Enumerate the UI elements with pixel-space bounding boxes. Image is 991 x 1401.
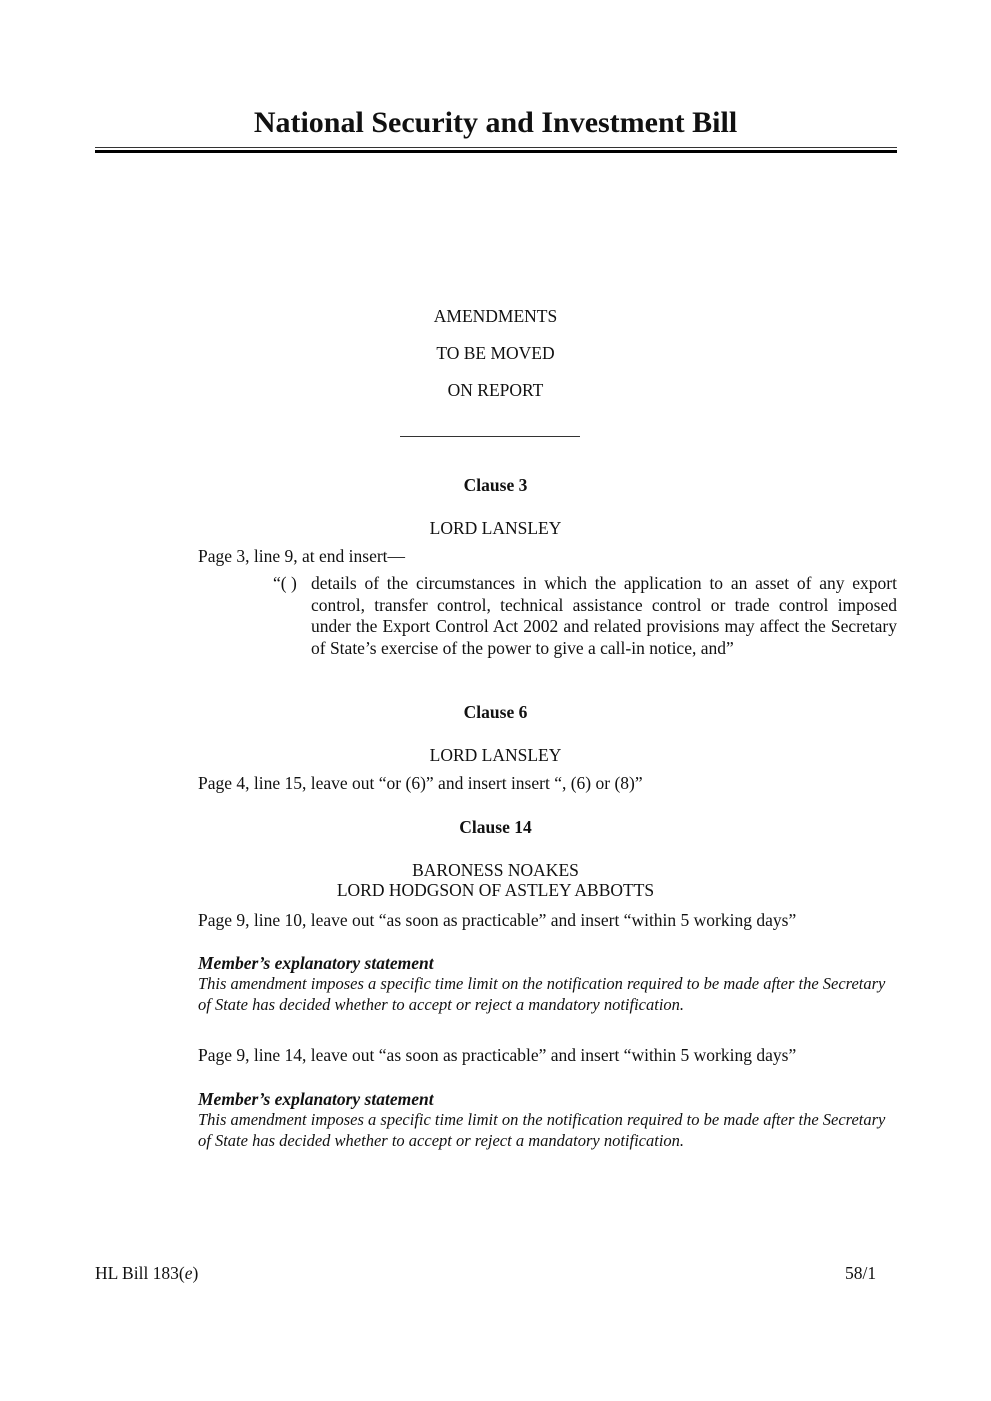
document-title: National Security and Investment Bill [253,106,738,139]
explanatory-statement: This amendment imposes a specific time limit on the notification required to be made after the Secretary of State has decided whether to accept or reject a mandatory notification. [198,1110,886,1150]
inserted-text [273,573,897,659]
bill-number [95,1263,198,1284]
explanatory-statement-heading: Member’s explanatory statement [198,953,434,973]
member-name: LORD LANSLEY [429,518,562,538]
page-reference: 58/1 [845,1263,877,1283]
amendment-instruction: Page 3, line 9, at end insert— [198,546,406,566]
heading-divider [400,436,580,437]
bill-number-suffix: e [184,1263,193,1283]
clause-heading: Clause 14 [459,817,532,837]
clause-heading: Clause 6 [463,702,528,722]
member-name: LORD HODGSON OF ASTLEY ABBOTTS [336,880,655,900]
explanatory-statement-heading: Member’s explanatory statement [198,1089,434,1109]
heading-line-1: AMENDMENTS [433,306,558,326]
amendment-instruction: Page 4, line 15, leave out “or (6)” and insert insert “, (6) or (8)” [198,773,643,793]
quote-text: details of the circumstances in which the application to an asset of any export control, transfer control, technical assistance control or trade control imposed under the Export Control Act 2002 and related provisions may affect the Secretary of State’s exercise of the power to give a call-in notice, and” [311,573,897,658]
amendment-instruction: Page 9, line 10, leave out “as soon as practicable” and insert “within 5 working days” [198,910,797,930]
title-rule-thin [95,147,897,148]
amendment-instruction: Page 9, line 14, leave out “as soon as practicable” and insert “within 5 working days” [198,1045,797,1065]
member-name: BARONESS NOAKES [412,860,579,880]
quote-open: “( ) [273,573,297,593]
title-rule-thick [95,150,897,153]
heading-line-3: ON REPORT [447,380,544,400]
member-name: LORD LANSLEY [429,745,562,765]
explanatory-statement: This amendment imposes a specific time limit on the notification required to be made after the Secretary of State has decided whether to accept or reject a mandatory notification. [198,974,886,1014]
heading-line-2: TO BE MOVED [436,343,555,363]
clause-heading: Clause 3 [463,475,528,495]
bill-number-prefix: HL Bill 183( [95,1263,185,1283]
bill-number-close: ) [192,1263,199,1283]
